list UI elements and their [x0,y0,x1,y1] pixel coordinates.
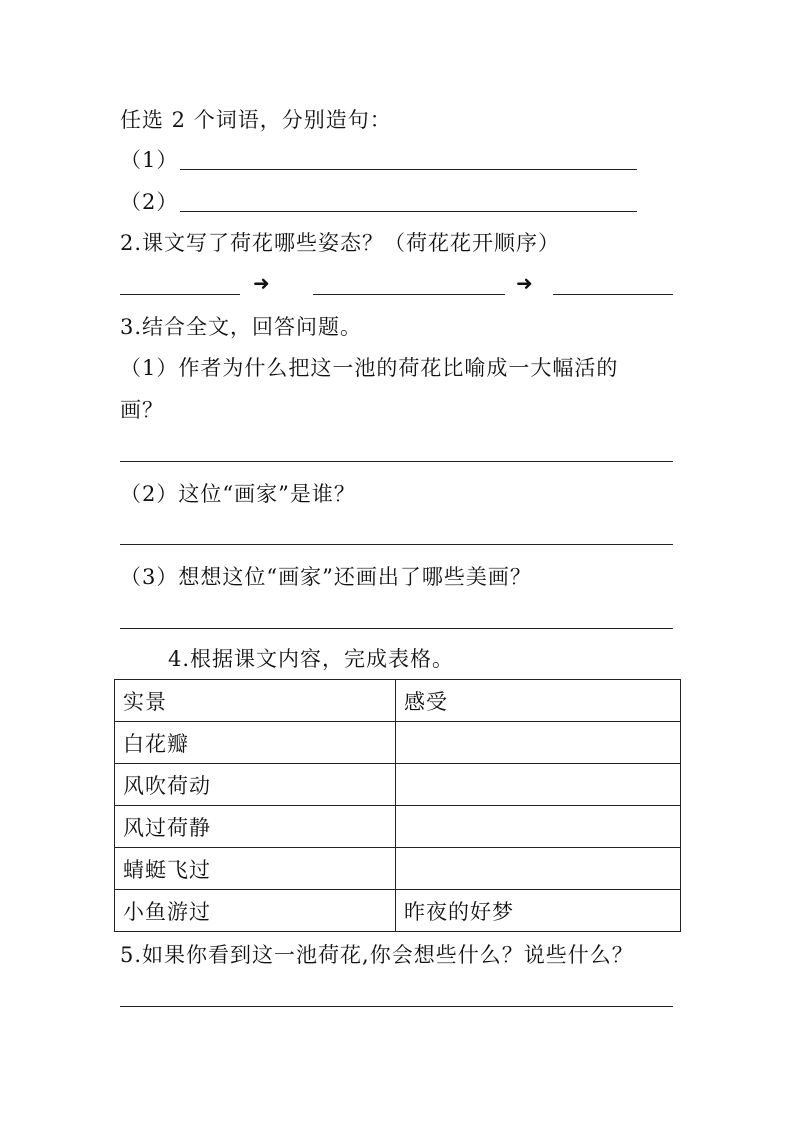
table-row [115,722,681,764]
q4-text: 4.根据课文内容，完成表格。 [168,647,455,671]
q1-item-2-answer-line[interactable] [180,211,637,212]
q5-text: 5.如果你看到这一池荷花,你会想些什么？说些什么？ [120,943,634,967]
q1-item-1-label: （1） [120,148,179,172]
q3-sub3: （3）想想这位“画家”还画出了哪些美画？ [120,565,532,589]
table-row [115,806,681,848]
table-row [115,848,681,890]
right-arrow-icon: ➜ [253,271,270,295]
q1-instruction: 任选 2 个词语，分别造句： [120,108,392,132]
table-cell-scene: 风吹荷动 [115,764,396,806]
q3-sub1-answer-line[interactable] [120,461,673,462]
q3-text: 3.结合全文，回答问题。 [120,315,363,339]
q1-item-2-label: （2） [120,190,179,214]
table-cell-feeling[interactable] [396,848,681,890]
table-header: 实景 [115,680,396,722]
q1-item-1-answer-line[interactable] [180,169,637,170]
q2-answer-line-3[interactable] [553,294,673,295]
table-header: 感受 [396,680,681,722]
q2-answer-line-1[interactable] [120,294,240,295]
q3-sub1-line2: 画？ [120,398,164,422]
feelings-table [114,679,681,932]
table-cell-scene: 白花瓣 [115,722,396,764]
table-cell-feeling: 昨夜的好梦 [396,890,681,932]
table-header-row [115,680,681,722]
q5-answer-line[interactable] [120,1006,673,1007]
table-row [115,764,681,806]
q3-sub3-answer-line[interactable] [120,628,673,629]
table-cell-scene: 风过荷静 [115,806,396,848]
table-cell-scene: 蜻蜓飞过 [115,848,396,890]
q3-sub1-line1: （1）作者为什么把这一池的荷花比喻成一大幅活的 [120,356,619,380]
table-cell-feeling[interactable] [396,722,681,764]
q3-sub2-answer-line[interactable] [120,544,673,545]
q2-answer-line-2[interactable] [313,294,505,295]
table-cell-feeling[interactable] [396,764,681,806]
right-arrow-icon: ➜ [516,271,533,295]
q3-sub2: （2）这位“画家”是谁？ [120,482,356,506]
q2-text: 2.课文写了荷花哪些姿态？（荷花花开顺序） [120,231,561,255]
table-row [115,890,681,932]
table-cell-feeling[interactable] [396,806,681,848]
table-cell-scene: 小鱼游过 [115,890,396,932]
